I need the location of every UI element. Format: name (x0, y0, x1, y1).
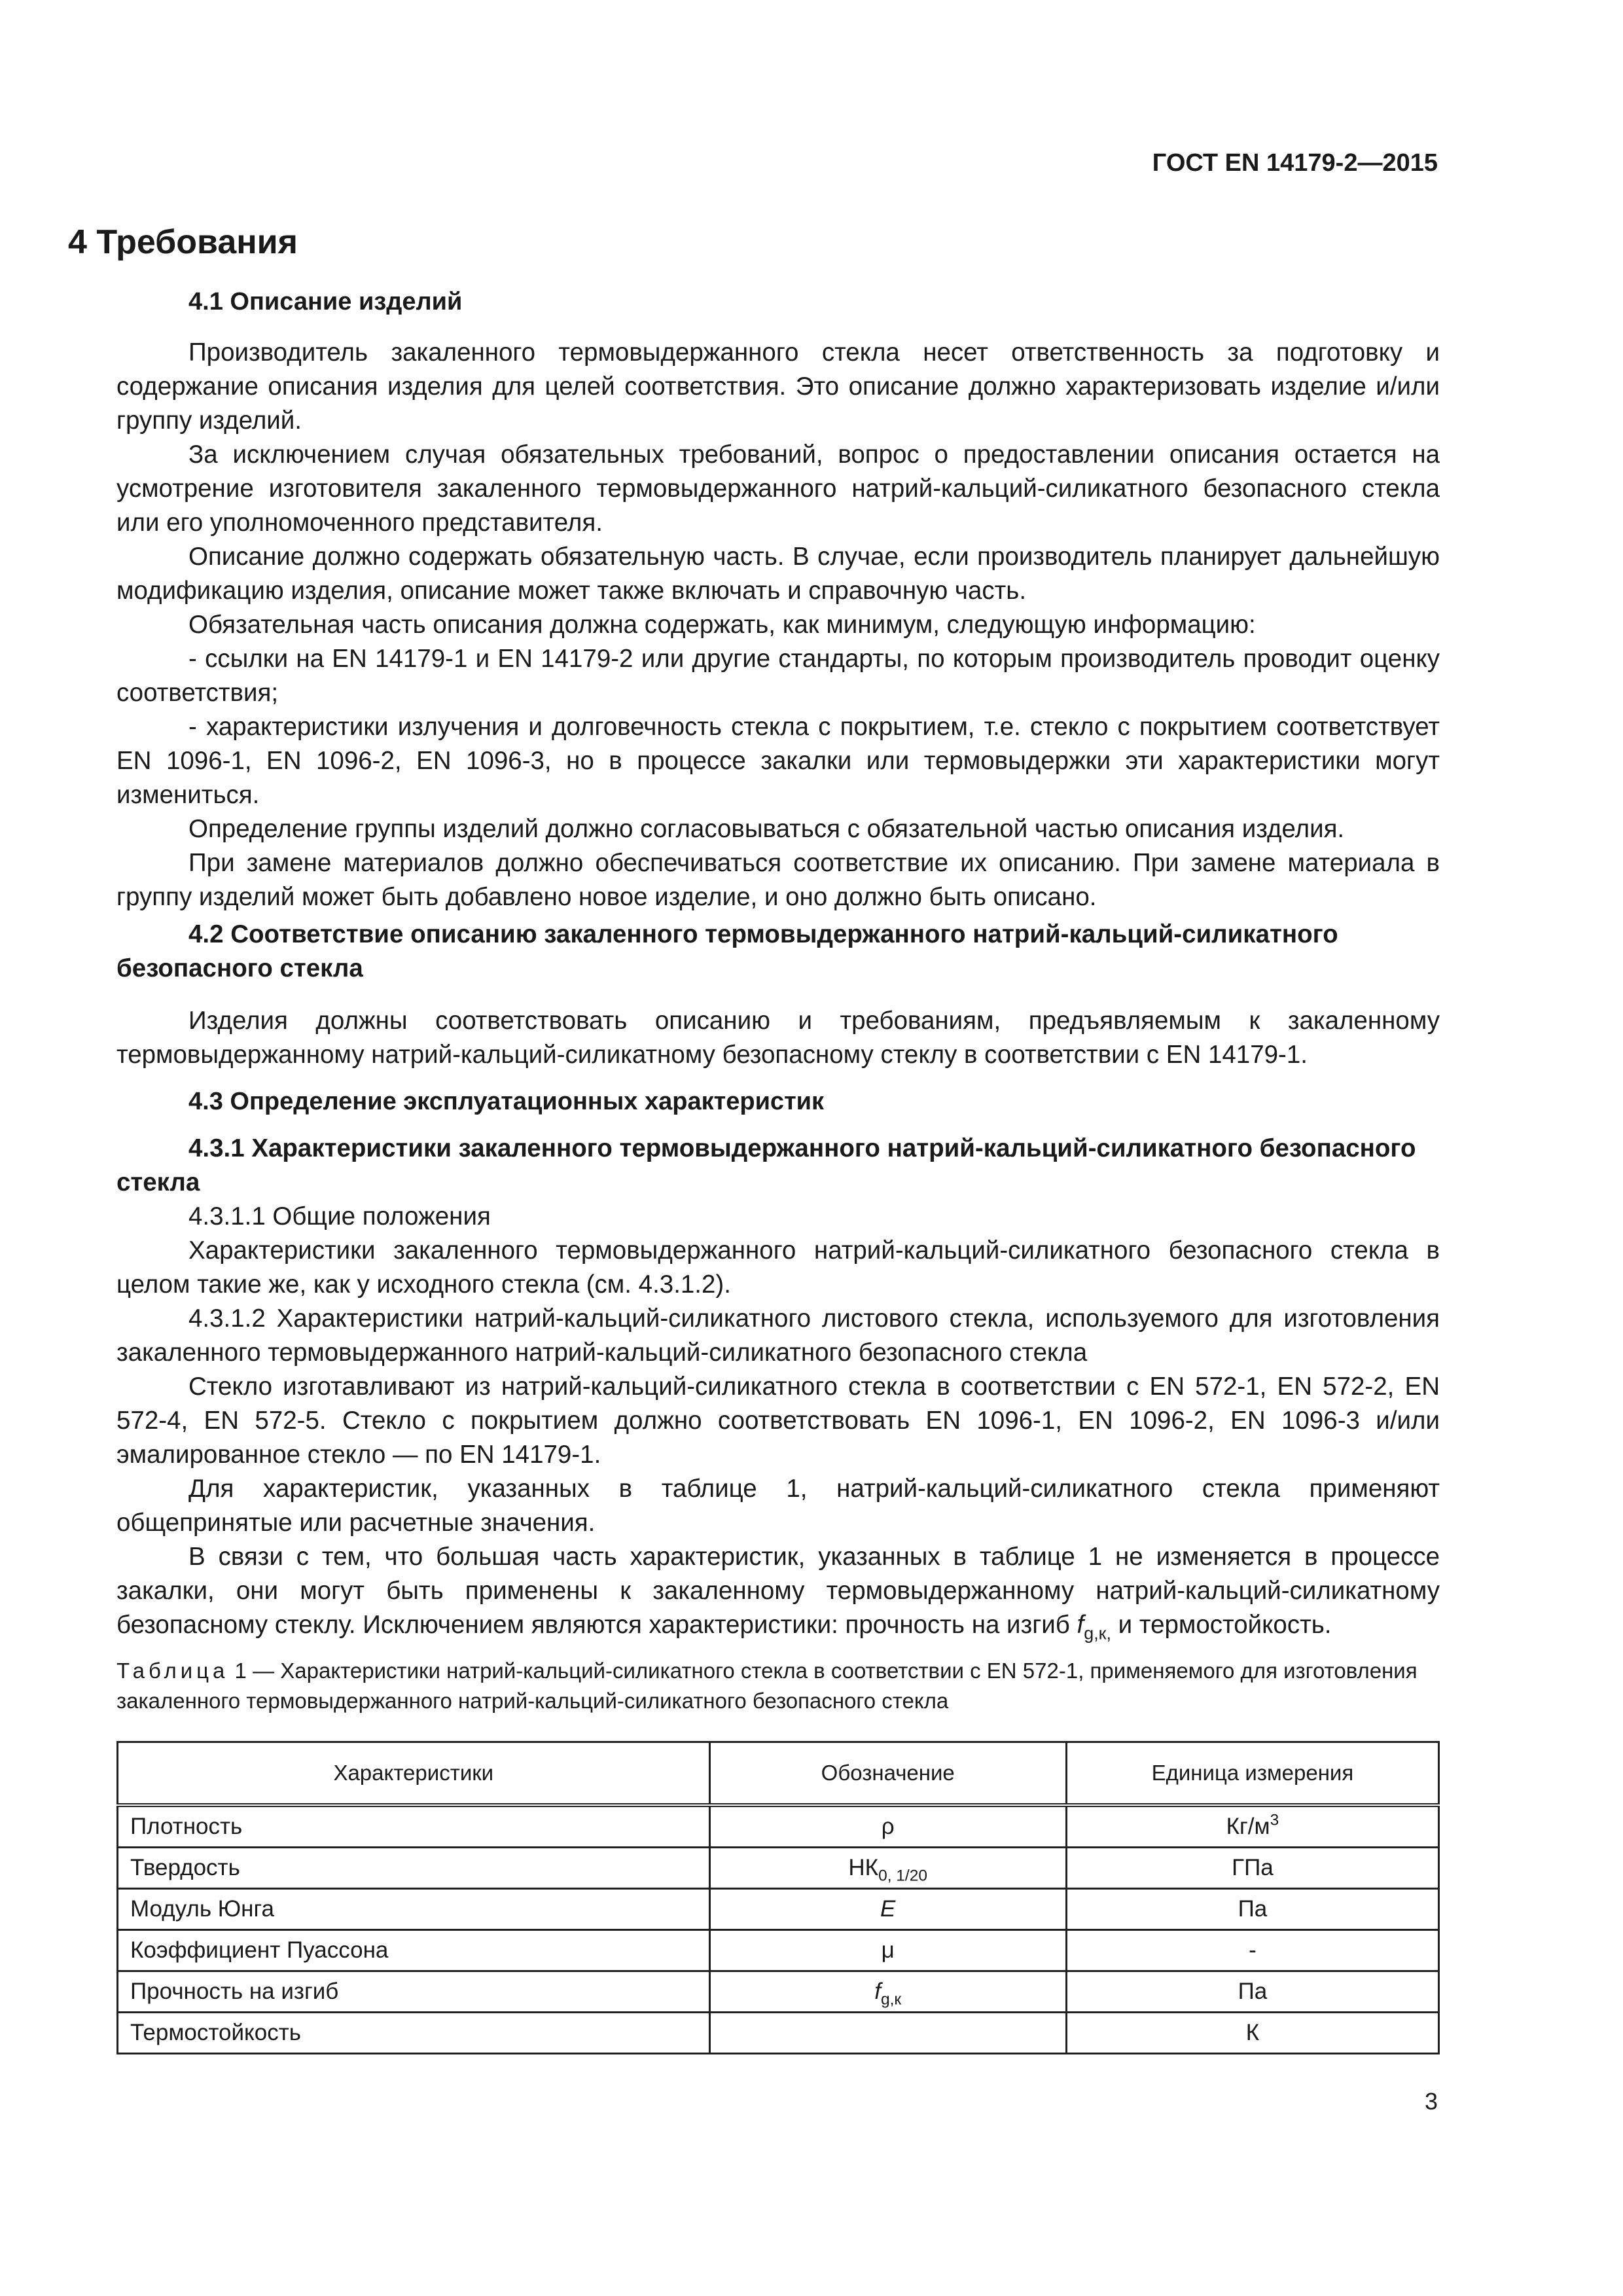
table-cell-unit: ГПа (1066, 1848, 1438, 1889)
table-caption-label: Таблица (116, 1659, 229, 1683)
table-header-cell: Характеристики (118, 1742, 710, 1806)
paragraph: Характеристики закаленного термовыдержанного натрий-кальций-силикатного безопасного стекла в целом такие же, как у исходного стекла (см. 4.3.1.2). (116, 1236, 1440, 1299)
table-row (118, 1805, 1439, 1848)
table-cell-unit: Па (1066, 1889, 1438, 1930)
table-cell-name: Модуль Юнга (118, 1889, 710, 1930)
paragraph: - характеристики излучения и долговечность стекла с покрытием, т.е. стекло с покрытием соответствует EN 1096-1, EN 1096-2, EN 1096-3, но в процессе закалки или термовыдержки эти характеристики могут измениться. (116, 713, 1440, 809)
table-row (118, 2013, 1439, 2054)
table-cell-name: Коэффициент Пуассона (118, 1930, 710, 1971)
paragraph: - ссылки на EN 14179-1 и EN 14179-2 или другие стандарты, по которым производитель проводит оценку соответствия; (116, 645, 1440, 707)
table-row (118, 1971, 1439, 2013)
section-4-2 (116, 918, 1440, 1072)
table-caption-text: 1 — Характеристики натрий-кальций-силикатного стекла в соответствии с EN 572-1, применяемого для изготовления закаленного термовыдержанного натрий-кальций-силикатного безопасного стекла (116, 1659, 1418, 1713)
section-4-3-1-title: 4.3.1 Характеристики закаленного термовыдержанного натрий-кальций-силикатного безопасного стекла (116, 1134, 1416, 1196)
table-header-row (118, 1742, 1439, 1806)
paragraph: Для характеристик, указанных в таблице 1, натрий-кальций-силикатного стекла применяют общепринятые или расчетные значения. (116, 1475, 1440, 1537)
paragraph: Описание должно содержать обязательную часть. В случае, если производитель планирует дальнейшую модификацию изделия, описание может также включать и справочную часть. (116, 543, 1440, 605)
characteristics-table (116, 1741, 1440, 2054)
table-cell-symbol: $f_{g,к}$ (709, 1971, 1066, 2013)
page-number: 3 (1424, 2088, 1438, 2115)
table-cell-name: Твердость (118, 1848, 710, 1889)
section-4-1-title: 4.1 Описание изделий (188, 288, 463, 315)
paragraph: Изделия должны соответствовать описанию и требованиям, предъявляемым к закаленному термовыдержанному натрий-кальций-силикатному безопасному стеклу в соответствии с EN 14179-1. (116, 1007, 1440, 1069)
table-cell-symbol: ρ (709, 1805, 1066, 1848)
table-row (118, 1889, 1439, 1930)
paragraph: В связи с тем, что большая часть характеристик, указанных в таблице 1 не изменяется в процессе закалки, они могут быть применены к закаленному термовыдержанному натрий-кальций-силикатному безопасному стеклу. Исключением являются характеристики: прочность на изгиб $f_{g,к,}$ и термостойкость. (116, 1543, 1440, 1643)
paragraph: За исключением случая обязательных требований, вопрос о предоставлении описания остается на усмотрение изготовителя закаленного термовыдержанного натрий-кальций-силикатного безопасного стекла или его уполномоченного представителя. (116, 440, 1440, 537)
paragraph: 4.3.1.2 Характеристики натрий-кальций-силикатного листового стекла, используемого для изготовления закаленного термовыдержанного натрий-кальций-силикатного безопасного стекла (116, 1304, 1440, 1367)
table-header-cell: Обозначение (709, 1742, 1066, 1806)
section-title: 4 Требования (68, 223, 298, 261)
table-cell-symbol: $НК_{0, 1/20}$ (709, 1848, 1066, 1889)
section-4-3-title: 4.3 Определение эксплуатационных характеристик (188, 1088, 825, 1115)
paragraph: Производитель закаленного термовыдержанного стекла несет ответственность за подготовку и содержание описания изделия для целей соответствия. Это описание должно характеризовать изделие и/или группу изделий. (116, 338, 1440, 435)
table-cell-symbol: E (709, 1889, 1066, 1930)
table-cell-symbol: μ (709, 1930, 1066, 1971)
table-cell-unit: Па (1066, 1971, 1438, 2013)
table-cell-unit: К (1066, 2013, 1438, 2054)
table-caption (116, 1656, 1440, 1716)
table-cell-unit: - (1066, 1930, 1438, 1971)
table-header-cell: Единица измерения (1066, 1742, 1438, 1806)
table-row (118, 1930, 1439, 1971)
section-4-2-title: 4.2 Соответствие описанию закаленного термовыдержанного натрий-кальций-силикатного безопасного стекла (116, 920, 1338, 982)
section-4-1 (116, 288, 1440, 914)
paragraph: 4.3.1.1 Общие положения (188, 1202, 491, 1230)
document-header: ГОСТ EN 14179-2—2015 (1152, 149, 1438, 177)
table-cell-name: Термостойкость (118, 2013, 710, 2054)
table-cell-unit: $Кг/м^3$ (1066, 1805, 1438, 1848)
table-row (118, 1848, 1439, 1889)
paragraph: Стекло изготавливают из натрий-кальций-силикатного стекла в соответствии с EN 572-1, EN 572-2, EN 572-4, EN 572-5. Стекло с покрытием должно соответствовать EN 1096-1, EN 1096-2, EN 1096-3 и/или эмалированное стекло — по EN 14179-1. (116, 1372, 1440, 1469)
paragraph: Определение группы изделий должно согласовываться с обязательной частью описания изделия. (188, 815, 1345, 843)
section-4-3 (116, 1088, 1440, 1642)
table-cell-name: Плотность (118, 1805, 710, 1848)
paragraph: При замене материалов должно обеспечиваться соответствие их описанию. При замене материала в группу изделий может быть добавлено новое изделие, и оно должно быть описано. (116, 849, 1440, 911)
table-cell-symbol (709, 2013, 1066, 2054)
table-cell-name: Прочность на изгиб (118, 1971, 710, 2013)
paragraph: Обязательная часть описания должна содержать, как минимум, следующую информацию: (188, 611, 1256, 639)
